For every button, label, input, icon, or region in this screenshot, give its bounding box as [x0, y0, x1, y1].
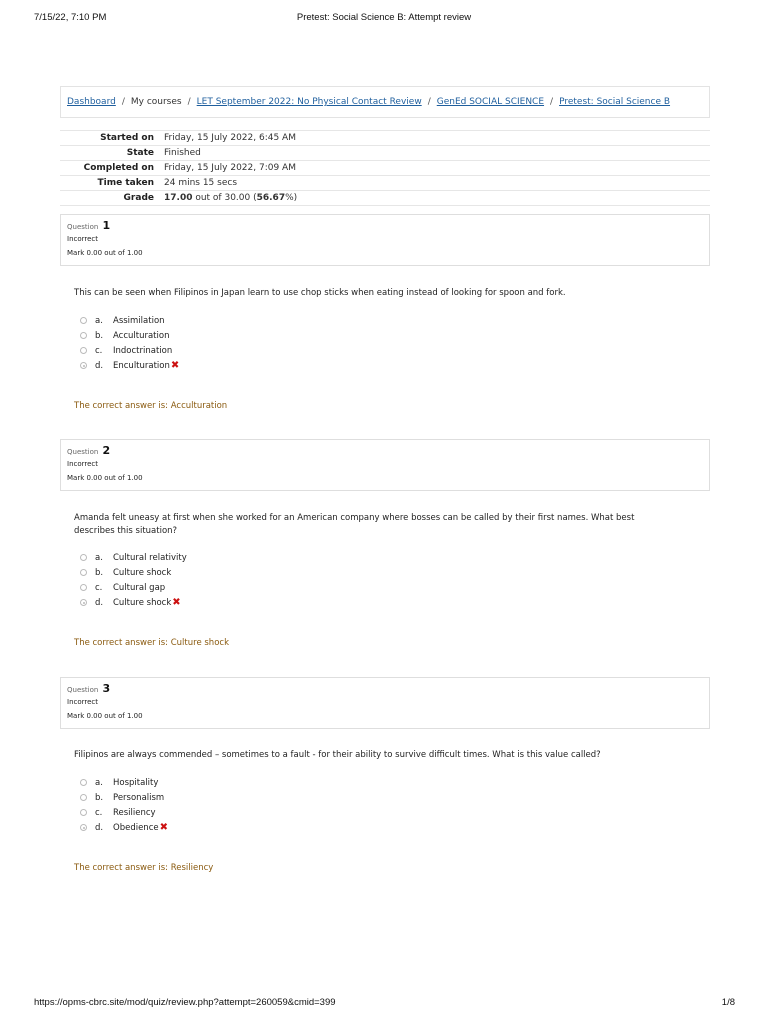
page-counter: 1/8: [721, 997, 735, 1008]
summary-row-state: [60, 146, 710, 161]
answer-text: Cultural gap: [113, 582, 166, 593]
radio-button-selected[interactable]: [80, 362, 87, 369]
incorrect-x-icon: ✖: [170, 360, 180, 371]
answer-letter: d.: [95, 822, 104, 833]
grade-score: 17.00: [164, 193, 193, 203]
question-number: [67, 444, 709, 457]
answer-letter: c.: [95, 582, 103, 593]
summary-value: 24 mins 15 secs: [159, 176, 710, 191]
question-text: This can be seen when Filipinos in Japan learn to use chop sticks when eating instead of looking for spoon and fork.: [74, 288, 566, 298]
answer-letter: c.: [95, 345, 103, 356]
answer-option: [80, 550, 187, 565]
question-number-value: 1: [102, 219, 111, 232]
answer-option-selected: [80, 358, 180, 373]
attempt-summary-table: [60, 130, 710, 206]
print-title: Pretest: Social Science B: Attempt review: [296, 12, 472, 23]
grade-suffix: %): [285, 193, 298, 203]
answer-option-selected: [80, 595, 181, 610]
answer-letter: b.: [95, 567, 104, 578]
answer-text: Assimilation: [113, 315, 165, 326]
answer-text: Acculturation: [113, 330, 170, 341]
answer-option: [80, 805, 156, 820]
question-number: [67, 219, 709, 232]
answer-option: [80, 313, 165, 328]
answer-letter: c.: [95, 807, 103, 818]
answer-option-selected: [80, 820, 168, 835]
summary-label: State: [60, 146, 159, 161]
summary-label: Grade: [60, 191, 159, 206]
answer-text: Indoctrination: [113, 345, 173, 356]
question-state: Incorrect: [67, 460, 99, 468]
answer-letter: a.: [95, 552, 103, 563]
breadcrumb-separator: /: [187, 97, 191, 107]
answer-letter: a.: [95, 315, 103, 326]
question-label: Question: [67, 448, 99, 456]
radio-button[interactable]: [80, 779, 87, 786]
summary-row-grade: [60, 191, 710, 206]
question-mark: Mark 0.00 out of 1.00: [67, 249, 143, 257]
radio-button[interactable]: [80, 317, 87, 324]
answer-text: Personalism: [113, 792, 165, 803]
summary-row-completed: [60, 161, 710, 176]
question-state: Incorrect: [67, 698, 99, 706]
question-info-box: [60, 214, 710, 266]
breadcrumb-quiz-link[interactable]: Pretest: Social Science B: [559, 97, 671, 107]
summary-label: Completed on: [60, 161, 159, 176]
question-number-value: 3: [102, 682, 111, 695]
answer-text-wrap: [113, 822, 168, 833]
answer-option: [80, 328, 170, 343]
question-text: [74, 512, 694, 537]
answer-option: [80, 580, 166, 595]
radio-button[interactable]: [80, 332, 87, 339]
answer-text: Resiliency: [113, 807, 156, 818]
answer-list: [80, 313, 180, 373]
grade-percent: 56.67: [256, 193, 286, 203]
radio-button[interactable]: [80, 569, 87, 576]
breadcrumb: [60, 86, 710, 118]
radio-button[interactable]: [80, 347, 87, 354]
question-text-line: Amanda felt uneasy at first when she worked for an American company where bosses can be called by their first names. What best: [74, 513, 635, 523]
summary-value: Friday, 15 July 2022, 6:45 AM: [159, 131, 710, 146]
summary-row-started: [60, 131, 710, 146]
answer-list: [80, 550, 187, 610]
question-number-value: 2: [102, 444, 111, 457]
grade-value: [159, 191, 710, 206]
answer-letter: d.: [95, 597, 104, 608]
breadcrumb-separator: /: [550, 97, 554, 107]
answer-text: Enculturation: [113, 361, 170, 371]
radio-button-selected[interactable]: [80, 824, 87, 831]
breadcrumb-separator: /: [427, 97, 431, 107]
answer-letter: a.: [95, 777, 103, 788]
radio-button[interactable]: [80, 554, 87, 561]
answer-list: [80, 775, 168, 835]
answer-text: Culture shock: [113, 567, 172, 578]
radio-button[interactable]: [80, 809, 87, 816]
question-state: Incorrect: [67, 235, 99, 243]
radio-button[interactable]: [80, 584, 87, 591]
question-info-box: [60, 439, 710, 491]
correct-answer-feedback: The correct answer is: Resiliency: [74, 863, 214, 873]
answer-letter: b.: [95, 792, 104, 803]
print-url: https://opms-cbrc.site/mod/quiz/review.php?attempt=260059&cmid=399: [34, 997, 336, 1008]
breadcrumb-course-link[interactable]: LET September 2022: No Physical Contact Review: [196, 97, 422, 107]
answer-text-wrap: [113, 360, 179, 371]
question-text-line: describes this situation?: [74, 525, 178, 536]
question-text: Filipinos are always commended – sometimes to a fault - for their ability to survive difficult times. What is this value called?: [74, 750, 601, 760]
incorrect-x-icon: ✖: [159, 822, 168, 833]
breadcrumb-section-link[interactable]: GenEd SOCIAL SCIENCE: [436, 97, 545, 107]
question-mark: Mark 0.00 out of 1.00: [67, 712, 143, 720]
question-info-box: [60, 677, 710, 729]
answer-text: Hospitality: [113, 777, 159, 788]
correct-answer-feedback: The correct answer is: Culture shock: [74, 638, 229, 648]
answer-text: Cultural relativity: [113, 552, 187, 563]
radio-button[interactable]: [80, 794, 87, 801]
summary-value: Friday, 15 July 2022, 7:09 AM: [159, 161, 710, 176]
print-date: 7/15/22, 7:10 PM: [34, 12, 107, 23]
breadcrumb-dashboard-link[interactable]: Dashboard: [67, 97, 116, 107]
answer-text-wrap: [113, 597, 181, 608]
question-mark: Mark 0.00 out of 1.00: [67, 474, 143, 482]
answer-option: [80, 343, 173, 358]
incorrect-x-icon: ✖: [172, 597, 181, 608]
radio-button-selected[interactable]: [80, 599, 87, 606]
summary-value: Finished: [159, 146, 710, 161]
question-number: [67, 682, 709, 695]
summary-row-time-taken: [60, 176, 710, 191]
answer-letter: b.: [95, 330, 104, 341]
question-label: Question: [67, 223, 99, 231]
question-label: Question: [67, 686, 99, 694]
breadcrumb-separator: /: [121, 97, 125, 107]
answer-option: [80, 565, 172, 580]
summary-label: Started on: [60, 131, 159, 146]
breadcrumb-my-courses: My courses: [130, 97, 182, 107]
answer-letter: d.: [95, 360, 104, 371]
correct-answer-feedback: The correct answer is: Acculturation: [74, 401, 228, 411]
summary-label: Time taken: [60, 176, 159, 191]
answer-text: Obedience: [113, 823, 159, 833]
answer-text: Culture shock: [113, 598, 172, 608]
answer-option: [80, 775, 159, 790]
answer-option: [80, 790, 165, 805]
grade-out-of: out of 30.00 (: [192, 193, 257, 203]
